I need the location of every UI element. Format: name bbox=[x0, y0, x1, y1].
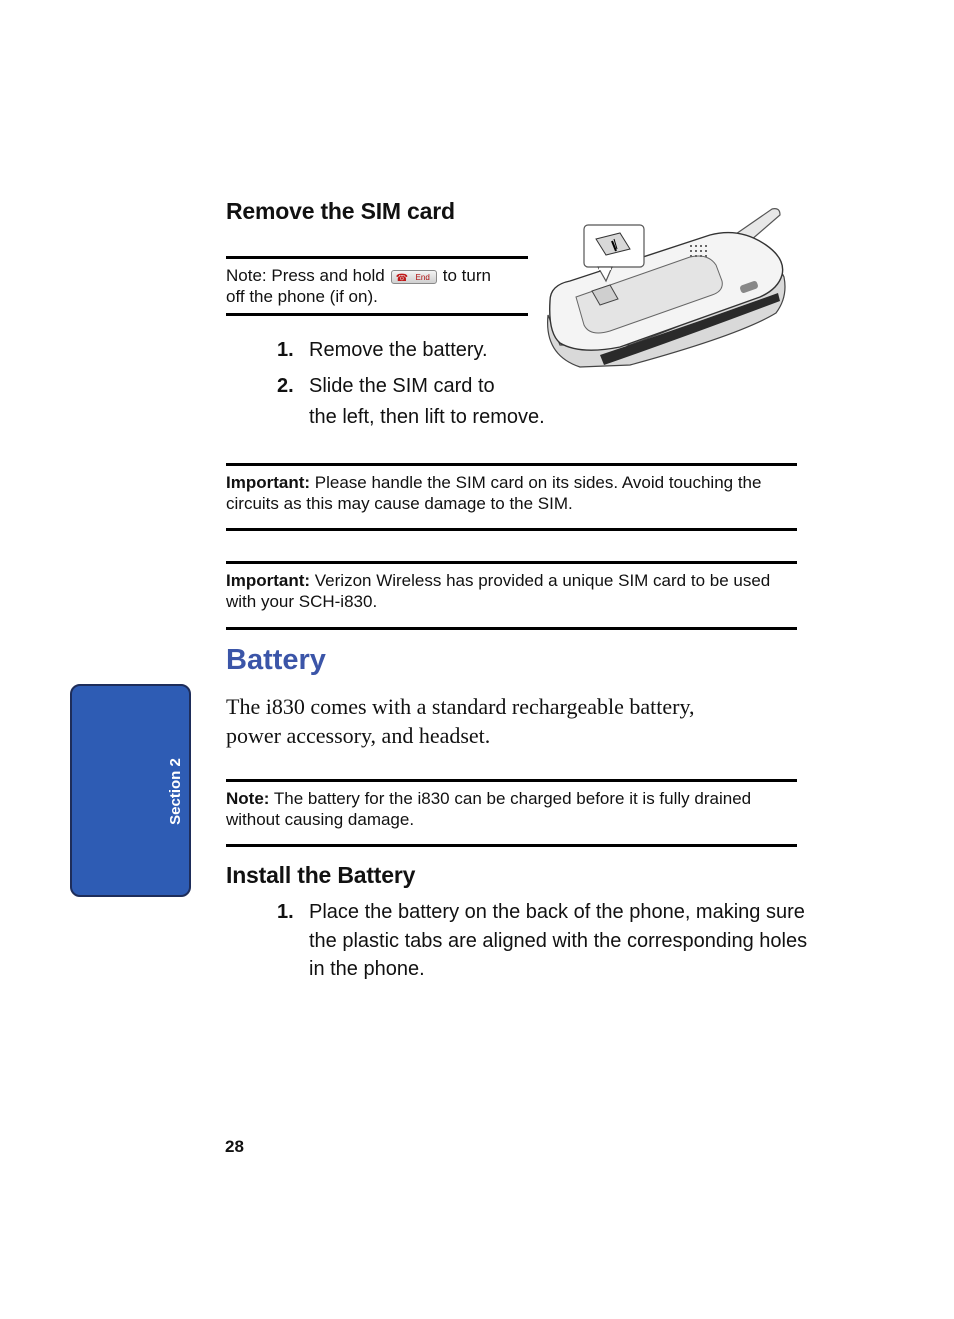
important-1-label: Important: bbox=[226, 473, 311, 492]
battery-note-line2: without causing damage. bbox=[226, 810, 415, 829]
sim-step-1-num: 1. bbox=[277, 339, 294, 361]
install-step-1-num: 1. bbox=[277, 901, 294, 923]
battery-body-line1: The i830 comes with a standard rechargeable battery, bbox=[226, 694, 695, 719]
install-step-1-line2: the plastic tabs are aligned with the corresponding holes bbox=[309, 929, 808, 952]
battery-title: Battery bbox=[226, 644, 326, 676]
sim-step-2-num: 2. bbox=[277, 375, 294, 397]
sim-note bbox=[226, 256, 528, 316]
page-number: 28 bbox=[225, 1137, 244, 1156]
sim-heading: Remove the SIM card bbox=[226, 198, 455, 224]
sim-note-line2: off the phone (if on). bbox=[226, 287, 378, 306]
important-note-2 bbox=[226, 561, 797, 630]
important-1-line2: circuits as this may cause damage to the SIM. bbox=[226, 494, 573, 513]
section-tab bbox=[70, 684, 191, 897]
important-2-label: Important: bbox=[226, 571, 311, 590]
sim-step-1-text: Remove the battery. bbox=[309, 339, 488, 361]
sim-step-1 bbox=[277, 335, 488, 365]
section-tab-label: Section 2 bbox=[166, 757, 184, 825]
end-key-icon: ☎ End bbox=[391, 270, 437, 284]
end-key-label: End bbox=[415, 272, 430, 282]
sim-step-2-line2: the left, then lift to remove. bbox=[309, 406, 545, 428]
important-note-1 bbox=[226, 463, 797, 531]
sim-note-before: Note: Press and hold bbox=[226, 266, 385, 285]
install-step-1-line1: Place the battery on the back of the phone, making sure bbox=[309, 901, 805, 923]
phone-sim-illustration bbox=[540, 205, 790, 373]
sim-step-2 bbox=[277, 371, 495, 401]
battery-body bbox=[226, 692, 695, 750]
install-heading: Install the Battery bbox=[226, 862, 416, 888]
sim-step-2-line1: Slide the SIM card to bbox=[309, 375, 495, 397]
install-step-1 bbox=[277, 898, 807, 984]
important-1-line1: Please handle the SIM card on its sides. Avoid touching the bbox=[310, 473, 762, 492]
battery-note-label: Note: bbox=[226, 789, 270, 808]
important-2-line1: Verizon Wireless has provided a unique SIM card to be used bbox=[310, 571, 771, 590]
install-step-1-line3: in the phone. bbox=[309, 958, 425, 980]
important-2-line2: with your SCH-i830. bbox=[226, 592, 378, 611]
sim-note-after: to turn bbox=[442, 266, 491, 285]
battery-note-line1: The battery for the i830 can be charged before it is fully drained bbox=[269, 789, 752, 808]
battery-note bbox=[226, 779, 797, 847]
battery-body-line2: power accessory, and headset. bbox=[226, 723, 491, 748]
